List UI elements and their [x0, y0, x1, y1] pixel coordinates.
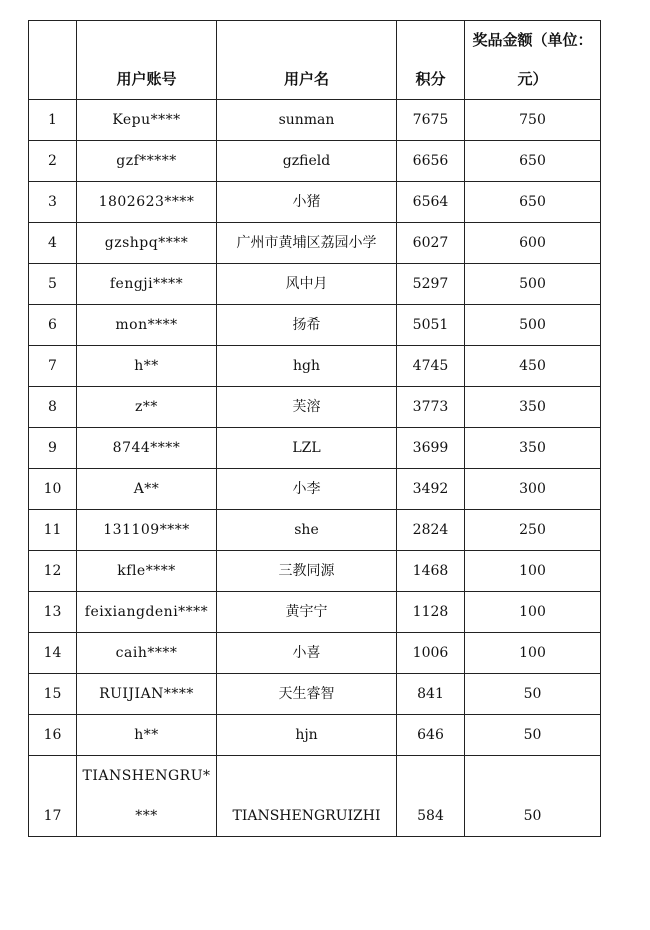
cell-prize-amount: 100 [465, 551, 601, 592]
cell-points: 841 [397, 674, 465, 715]
cell-index: 3 [29, 182, 77, 223]
cell-index: 2 [29, 141, 77, 182]
cell-index: 15 [29, 674, 77, 715]
cell-account: z** [77, 387, 217, 428]
header-account: 用户账号 [77, 21, 217, 100]
cell-index: 4 [29, 223, 77, 264]
cell-account: h** [77, 346, 217, 387]
table-row [29, 756, 601, 837]
table-body [29, 100, 601, 837]
cell-points: 6027 [397, 223, 465, 264]
cell-prize-amount: 650 [465, 141, 601, 182]
cell-points: 584 [397, 756, 465, 837]
cell-account: 8744**** [77, 428, 217, 469]
cell-points: 6656 [397, 141, 465, 182]
cell-username: 扬希 [217, 305, 397, 346]
table-row [29, 223, 601, 264]
cell-points: 646 [397, 715, 465, 756]
cell-prize-amount: 500 [465, 305, 601, 346]
cell-prize-amount: 600 [465, 223, 601, 264]
table-row [29, 715, 601, 756]
cell-username: 小猪 [217, 182, 397, 223]
cell-username: sunman [217, 100, 397, 141]
cell-prize-amount: 100 [465, 633, 601, 674]
cell-account: feixiangdeni**** [77, 592, 217, 633]
cell-points: 7675 [397, 100, 465, 141]
cell-account: h** [77, 715, 217, 756]
cell-username: hgh [217, 346, 397, 387]
cell-username: LZL [217, 428, 397, 469]
table-row [29, 469, 601, 510]
cell-prize-amount: 350 [465, 387, 601, 428]
header-row [29, 21, 601, 100]
cell-index: 8 [29, 387, 77, 428]
cell-points: 3492 [397, 469, 465, 510]
prize-table [28, 20, 601, 837]
cell-username: 天生睿智 [217, 674, 397, 715]
cell-username: 芙溶 [217, 387, 397, 428]
cell-prize-amount: 300 [465, 469, 601, 510]
cell-index: 12 [29, 551, 77, 592]
cell-index: 9 [29, 428, 77, 469]
table-row [29, 182, 601, 223]
cell-account: fengji**** [77, 264, 217, 305]
cell-username: she [217, 510, 397, 551]
cell-prize-amount: 50 [465, 674, 601, 715]
table-row [29, 551, 601, 592]
table-row [29, 510, 601, 551]
cell-points: 1128 [397, 592, 465, 633]
cell-points: 4745 [397, 346, 465, 387]
header-username: 用户名 [217, 21, 397, 100]
cell-points: 6564 [397, 182, 465, 223]
cell-account: RUIJIAN**** [77, 674, 217, 715]
cell-points: 3699 [397, 428, 465, 469]
cell-index: 6 [29, 305, 77, 346]
cell-username: gzfield [217, 141, 397, 182]
cell-index: 1 [29, 100, 77, 141]
cell-index: 10 [29, 469, 77, 510]
cell-account: A** [77, 469, 217, 510]
cell-points: 5051 [397, 305, 465, 346]
cell-points: 2824 [397, 510, 465, 551]
table-row [29, 264, 601, 305]
cell-prize-amount: 650 [465, 182, 601, 223]
cell-account: mon**** [77, 305, 217, 346]
header-prize-amount: 奖品金额（单位：元） [465, 21, 601, 100]
cell-points: 3773 [397, 387, 465, 428]
cell-index: 5 [29, 264, 77, 305]
cell-account: gzshpq**** [77, 223, 217, 264]
table-row [29, 387, 601, 428]
cell-points: 5297 [397, 264, 465, 305]
cell-username: 广州市黄埔区荔园小学 [217, 223, 397, 264]
table-row [29, 100, 601, 141]
cell-account: TIANSHENGRU**** [77, 756, 217, 837]
table-row [29, 592, 601, 633]
table-row [29, 346, 601, 387]
cell-username: hjn [217, 715, 397, 756]
header-points: 积分 [397, 21, 465, 100]
cell-username: 风中月 [217, 264, 397, 305]
cell-prize-amount: 350 [465, 428, 601, 469]
cell-username: 黄宇宁 [217, 592, 397, 633]
cell-account: 1802623**** [77, 182, 217, 223]
cell-prize-amount: 250 [465, 510, 601, 551]
cell-prize-amount: 450 [465, 346, 601, 387]
cell-username: 三教同源 [217, 551, 397, 592]
header-index [29, 21, 77, 100]
table-row [29, 141, 601, 182]
cell-index: 11 [29, 510, 77, 551]
cell-prize-amount: 50 [465, 715, 601, 756]
table-row [29, 674, 601, 715]
cell-prize-amount: 500 [465, 264, 601, 305]
cell-index: 14 [29, 633, 77, 674]
cell-username: 小李 [217, 469, 397, 510]
cell-account: 131109**** [77, 510, 217, 551]
cell-points: 1006 [397, 633, 465, 674]
table-row [29, 428, 601, 469]
cell-prize-amount: 750 [465, 100, 601, 141]
cell-account: gzf***** [77, 141, 217, 182]
cell-account: kfle**** [77, 551, 217, 592]
cell-prize-amount: 50 [465, 756, 601, 837]
cell-index: 7 [29, 346, 77, 387]
table-row [29, 305, 601, 346]
cell-index: 17 [29, 756, 77, 837]
cell-points: 1468 [397, 551, 465, 592]
cell-index: 13 [29, 592, 77, 633]
cell-account: caih**** [77, 633, 217, 674]
cell-username: 小喜 [217, 633, 397, 674]
table-row [29, 633, 601, 674]
cell-account: Kepu**** [77, 100, 217, 141]
cell-prize-amount: 100 [465, 592, 601, 633]
cell-index: 16 [29, 715, 77, 756]
cell-username: TIANSHENGRUIZHI [217, 756, 397, 837]
